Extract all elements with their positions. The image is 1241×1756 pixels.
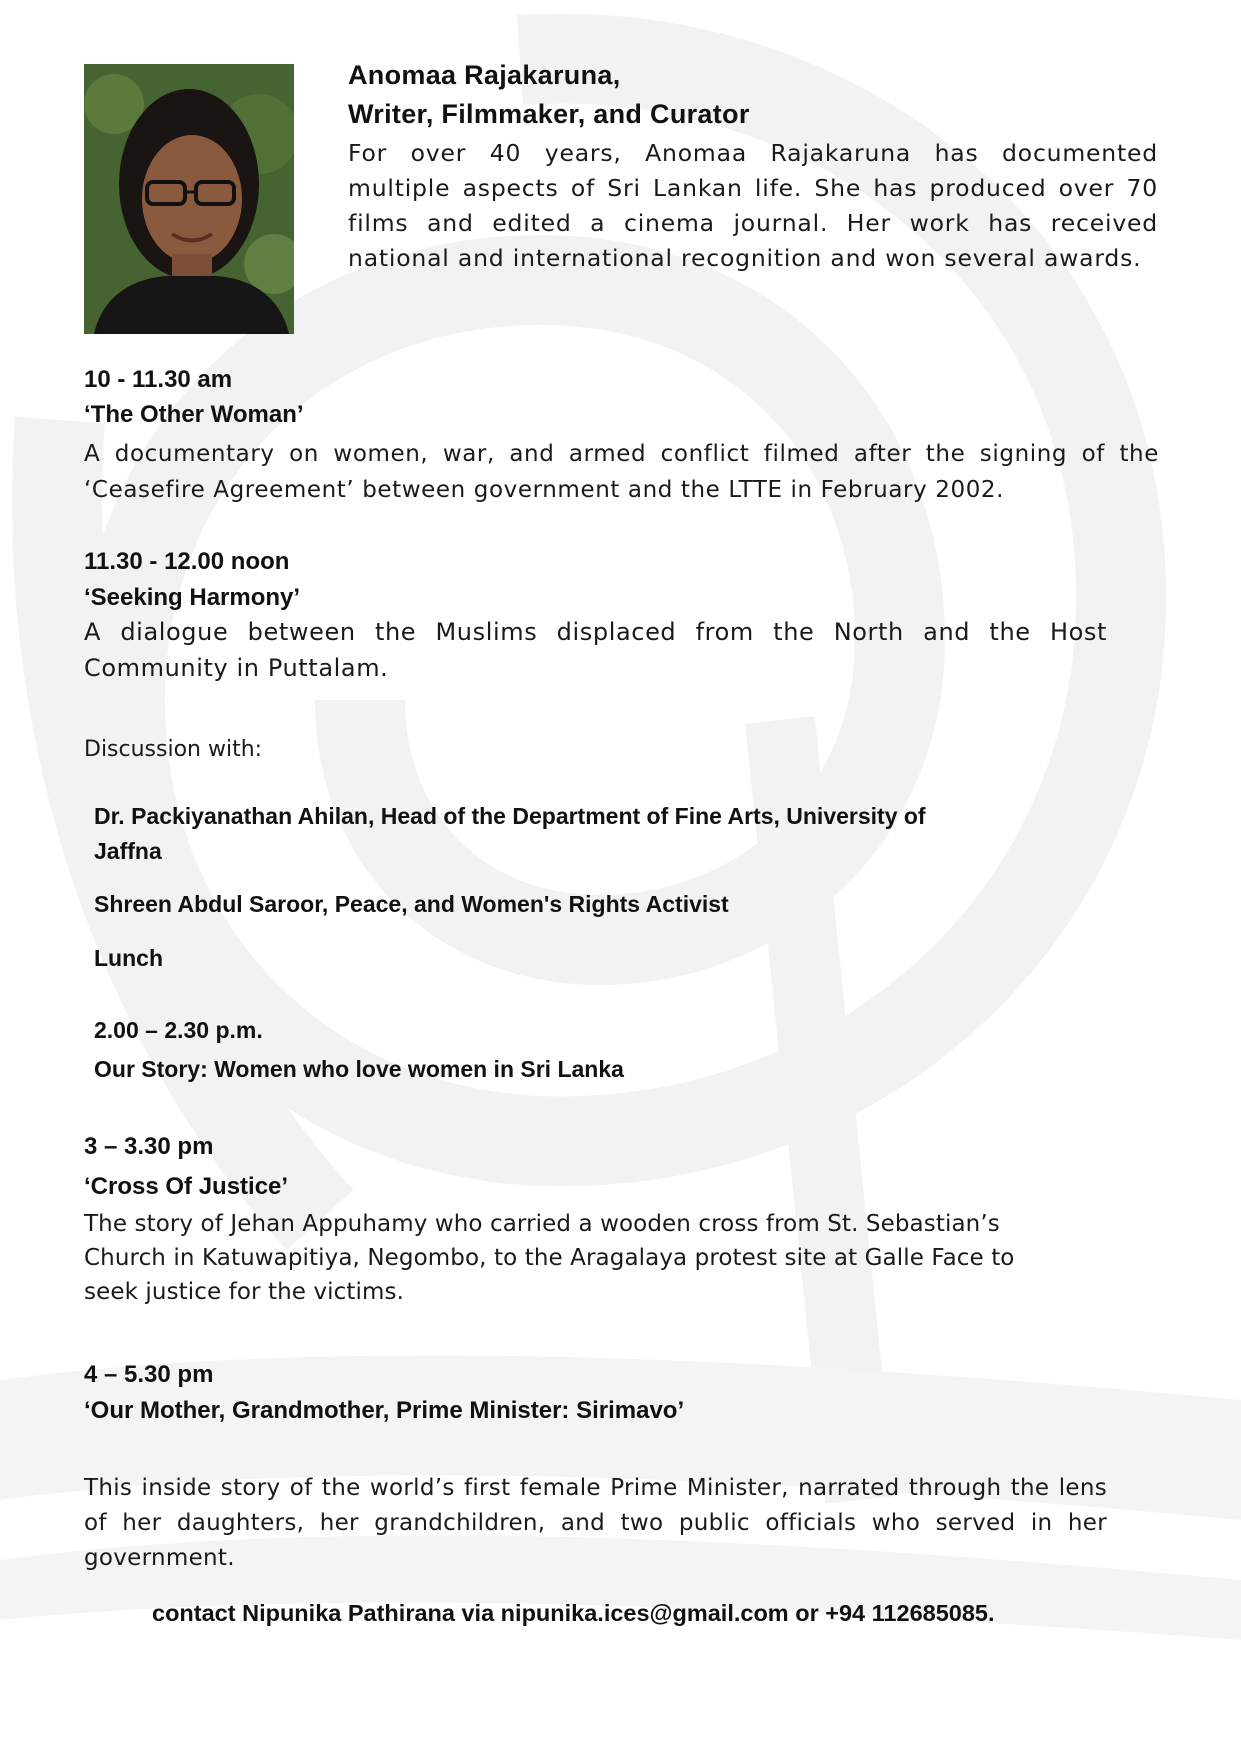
desc-line: A documentary on women, war, and armed conflict filmed after the signing of the (84, 441, 1159, 467)
session-1-description (84, 436, 1159, 508)
desc-line: This inside story of the world’s first female Prime Minister, narrated through the lens (84, 1475, 1107, 1501)
session-2-description (84, 614, 1107, 686)
desc-line: ‘Ceasefire Agreement’ between government and the LTTE in February 2002. (84, 477, 1005, 503)
session-4-time: 3 – 3.30 pm (84, 1133, 214, 1160)
desc-line: of her daughters, her grandchildren, and two public officials who served in her (84, 1510, 1107, 1536)
session-5-description (84, 1471, 1107, 1576)
desc-line: seek justice for the victims. (84, 1279, 405, 1305)
desc-line: A dialogue between the Muslims displaced from the North and the Host (84, 618, 1107, 646)
lunch-label: Lunch (94, 945, 163, 971)
bio-line: national and international recognition and won several awards. (348, 244, 1142, 272)
portrait-photo (84, 64, 294, 334)
panelist-2: Shreen Abdul Saroor, Peace, and Women's Rights Activist (94, 891, 729, 917)
session-5-time: 4 – 5.30 pm (84, 1361, 214, 1388)
bio-role: Writer, Filmmaker, and Curator (348, 99, 750, 129)
bio-line: For over 40 years, Anomaa Rajakaruna has documented (348, 139, 1158, 167)
session-4-description (84, 1207, 1134, 1309)
bio-description (348, 136, 1158, 276)
discussion-label: Discussion with: (84, 737, 263, 762)
session-2-time: 11.30 - 12.00 noon (84, 548, 290, 575)
panelist-1-line1: Dr. Packiyanathan Ahilan, Head of the Department of Fine Arts, University of (94, 803, 926, 829)
contact-info: contact Nipunika Pathirana via nipunika.ices@gmail.com or +94 112685085. (152, 1600, 995, 1626)
session-2-title: ‘Seeking Harmony’ (84, 584, 301, 611)
session-1-title: ‘The Other Woman’ (84, 401, 304, 428)
session-3-time: 2.00 – 2.30 p.m. (94, 1017, 263, 1043)
session-1-time: 10 - 11.30 am (84, 366, 233, 393)
bio-line: multiple aspects of Sri Lankan life. She has produced over 70 (348, 174, 1158, 202)
bio-line: films and edited a cinema journal. Her work has received (348, 209, 1158, 237)
bio-name: Anomaa Rajakaruna, (348, 60, 621, 90)
desc-line: Church in Katuwapitiya, Negombo, to the Aragalaya protest site at Galle Face to (84, 1245, 1015, 1271)
session-3-title: Our Story: Women who love women in Sri Lanka (94, 1056, 624, 1082)
desc-line: government. (84, 1545, 235, 1571)
session-4-title: ‘Cross Of Justice’ (84, 1173, 289, 1200)
desc-line: Community in Puttalam. (84, 654, 389, 682)
session-5-title: ‘Our Mother, Grandmother, Prime Minister: Sirimavo’ (84, 1397, 685, 1424)
desc-line: The story of Jehan Appuhamy who carried a wooden cross from St. Sebastian’s (84, 1211, 1000, 1237)
panelist-1-line2: Jaffna (94, 838, 162, 864)
